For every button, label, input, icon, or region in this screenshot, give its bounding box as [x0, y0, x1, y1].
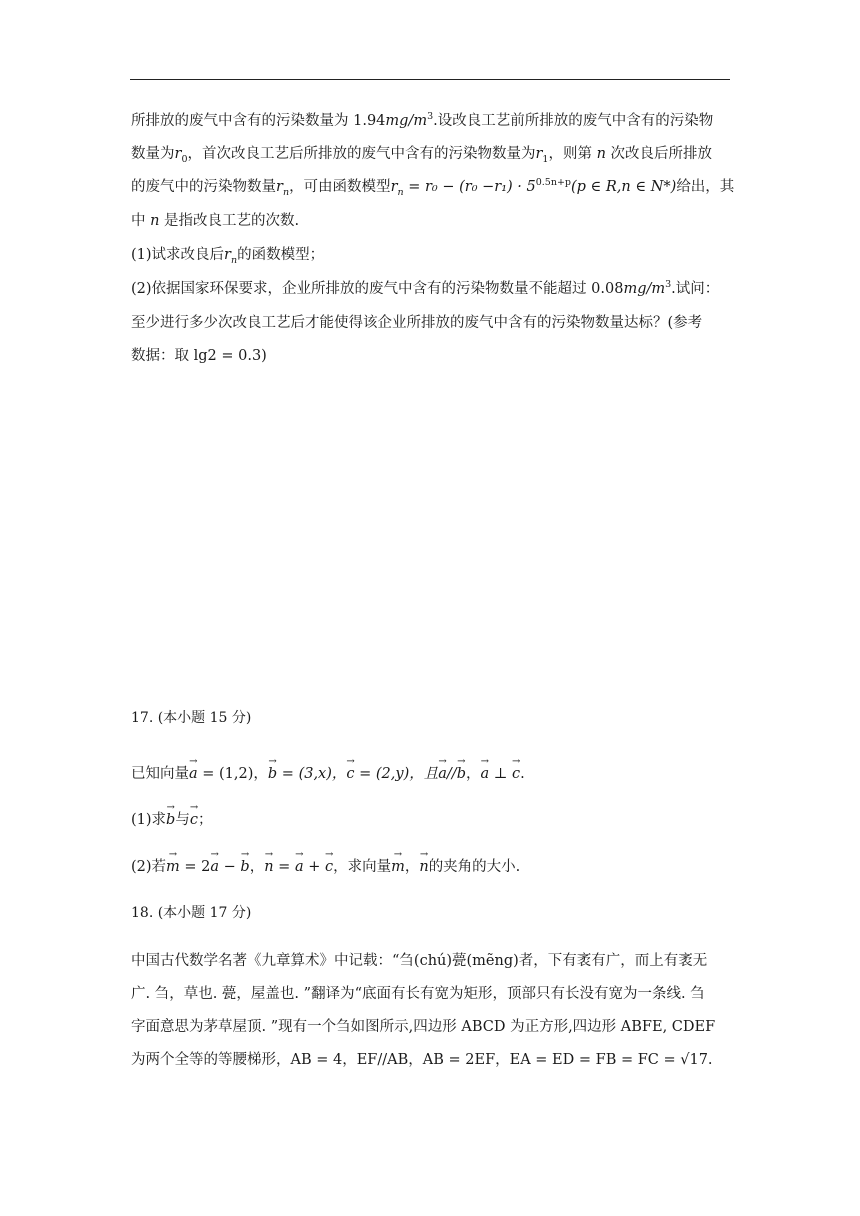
vector-n: → n — [264, 856, 273, 878]
text: ， — [465, 766, 481, 782]
text: = 2 — [179, 859, 211, 875]
text: ； — [197, 812, 213, 828]
vector-a: → a — [295, 856, 304, 878]
text: − — [219, 859, 241, 875]
text: (1)试求改良后 — [131, 247, 225, 263]
problem-17-header: 17. (本小题 15 分) — [131, 710, 252, 726]
text: 所排放的废气中含有的污染数量为 — [131, 113, 354, 129]
sym-n: n — [150, 213, 160, 229]
text: ， — [249, 859, 265, 875]
sym-n: n — [596, 146, 606, 162]
sub-n: n — [230, 254, 238, 266]
vector-a: → a — [189, 763, 198, 785]
text: .设改良工艺前所排放的废气中含有的污染物 — [433, 113, 714, 129]
sym-r: r — [276, 179, 283, 195]
prev-line-1 — [131, 110, 713, 132]
text: 的函数模型； — [237, 247, 325, 263]
problem-18-line-1: 中国古代数学名著《九章算术》中记载：“刍(chú)甍(mẽng)者，下有袤有广，而上有袤无 — [131, 953, 708, 969]
vector-c: → c — [346, 763, 354, 785]
value: 0.08 — [591, 281, 624, 297]
problem-17-question-1 — [131, 809, 212, 831]
unit: mg/m — [385, 113, 428, 129]
text: + — [303, 859, 325, 875]
header-rule — [130, 79, 730, 80]
problem-17-given — [131, 763, 525, 785]
text: (1)求 — [131, 812, 167, 828]
prev-question-1 — [131, 244, 324, 266]
text: (2)依据国家环保要求，企业所排放的废气中含有的污染物数量不能超过 — [131, 281, 592, 297]
model-exponent: 0.5n+p — [535, 177, 571, 189]
vector-m: → m — [166, 856, 180, 878]
prev-question-2-line-1 — [131, 278, 719, 300]
model-formula: = r₀ − (r₀ −r₁) · 5 — [403, 179, 536, 195]
vector-b: → b — [166, 809, 175, 831]
text: 的废气中的污染物数量 — [131, 179, 276, 195]
vector-a: → a — [480, 763, 489, 785]
text: ，可由函数模型 — [289, 179, 391, 195]
model-condition: (p ∈ R,n ∈ N*) — [571, 179, 677, 195]
unit-exponent: 3 — [665, 279, 672, 291]
problem-18-line-2: 广. 刍，草也. 甍，屋盖也. ”翻译为“底面有长有宽为矩形，顶部只有长没有宽为一条线. 刍 — [131, 986, 705, 1002]
sym-r: r — [174, 146, 182, 162]
text: 次改良后所排放 — [605, 146, 713, 162]
problem-18-line-4: 为两个全等的等腰梯形，AB = 4，EF//AB，AB = 2EF，EA = ED = FB = FC = √17. — [131, 1052, 713, 1068]
vector-c: → c — [325, 856, 333, 878]
vector-c: → c — [512, 763, 520, 785]
prev-question-2-line-3: 数据：取 lg2 = 0.3) — [131, 348, 267, 364]
perp-symbol: ⊥ — [489, 766, 512, 782]
text: 的夹角的大小. — [428, 859, 521, 875]
text: .试问： — [671, 281, 720, 297]
text: 与 — [175, 812, 190, 828]
prev-line-4 — [131, 210, 299, 232]
problem-18-line-3: 字面意思为茅草屋顶. ”现有一个刍如图所示,四边形 ABCD 为正方形,四边形 ABFE, CDEF — [131, 1019, 716, 1035]
sym-r: r — [390, 179, 398, 195]
unit: mg/m — [623, 281, 666, 297]
vector-b: → b — [240, 856, 249, 878]
vector-m: → m — [391, 856, 405, 878]
value: 1.94 — [353, 113, 386, 129]
text: (2)若 — [131, 859, 167, 875]
prev-line-2 — [131, 143, 712, 165]
vector-b: → b — [457, 763, 466, 785]
text: 数量为 — [131, 146, 175, 162]
text: 给出，其 — [676, 179, 735, 195]
text: 已知向量 — [131, 766, 189, 782]
parallel-symbol: // — [446, 766, 457, 782]
sub-n: n — [282, 186, 290, 198]
sym-r: r — [224, 247, 231, 263]
vector-c: → c — [190, 809, 198, 831]
text: = (1,2)， — [197, 766, 268, 782]
sym-r: r — [535, 146, 543, 162]
text: = (2,y)，且 — [354, 766, 439, 782]
problem-17-question-2: (2)若→ m = 2→ a − → b，→ n = → a + → c，求向量→ m，→ n的夹角的大小. — [131, 856, 520, 878]
vector-a: → a — [210, 856, 219, 878]
vector-a: → a — [438, 763, 447, 785]
text: 中 — [131, 213, 151, 229]
text: ，则第 — [548, 146, 597, 162]
text: ，首次改良工艺后所排放的废气中含有的污染物数量为 — [187, 146, 536, 162]
text: ， — [404, 859, 420, 875]
text: . — [520, 766, 525, 782]
unit-exponent: 3 — [427, 111, 434, 123]
vector-b: → b — [268, 763, 277, 785]
text: = (3,x)， — [277, 766, 347, 782]
sub-1: 1 — [542, 153, 549, 165]
vector-n: → n — [419, 856, 428, 878]
prev-question-2-line-2: 至少进行多少次改良工艺后才能使得该企业所排放的废气中含有的污染物数量达标？(参考 — [131, 315, 703, 331]
problem-18-header: 18. (本小题 17 分) — [131, 905, 252, 921]
prev-line-3 — [131, 176, 734, 198]
text: ，求向量 — [333, 859, 392, 875]
sub-0: 0 — [181, 153, 188, 165]
text: 是指改良工艺的次数. — [159, 213, 300, 229]
sub-n: n — [397, 186, 404, 198]
